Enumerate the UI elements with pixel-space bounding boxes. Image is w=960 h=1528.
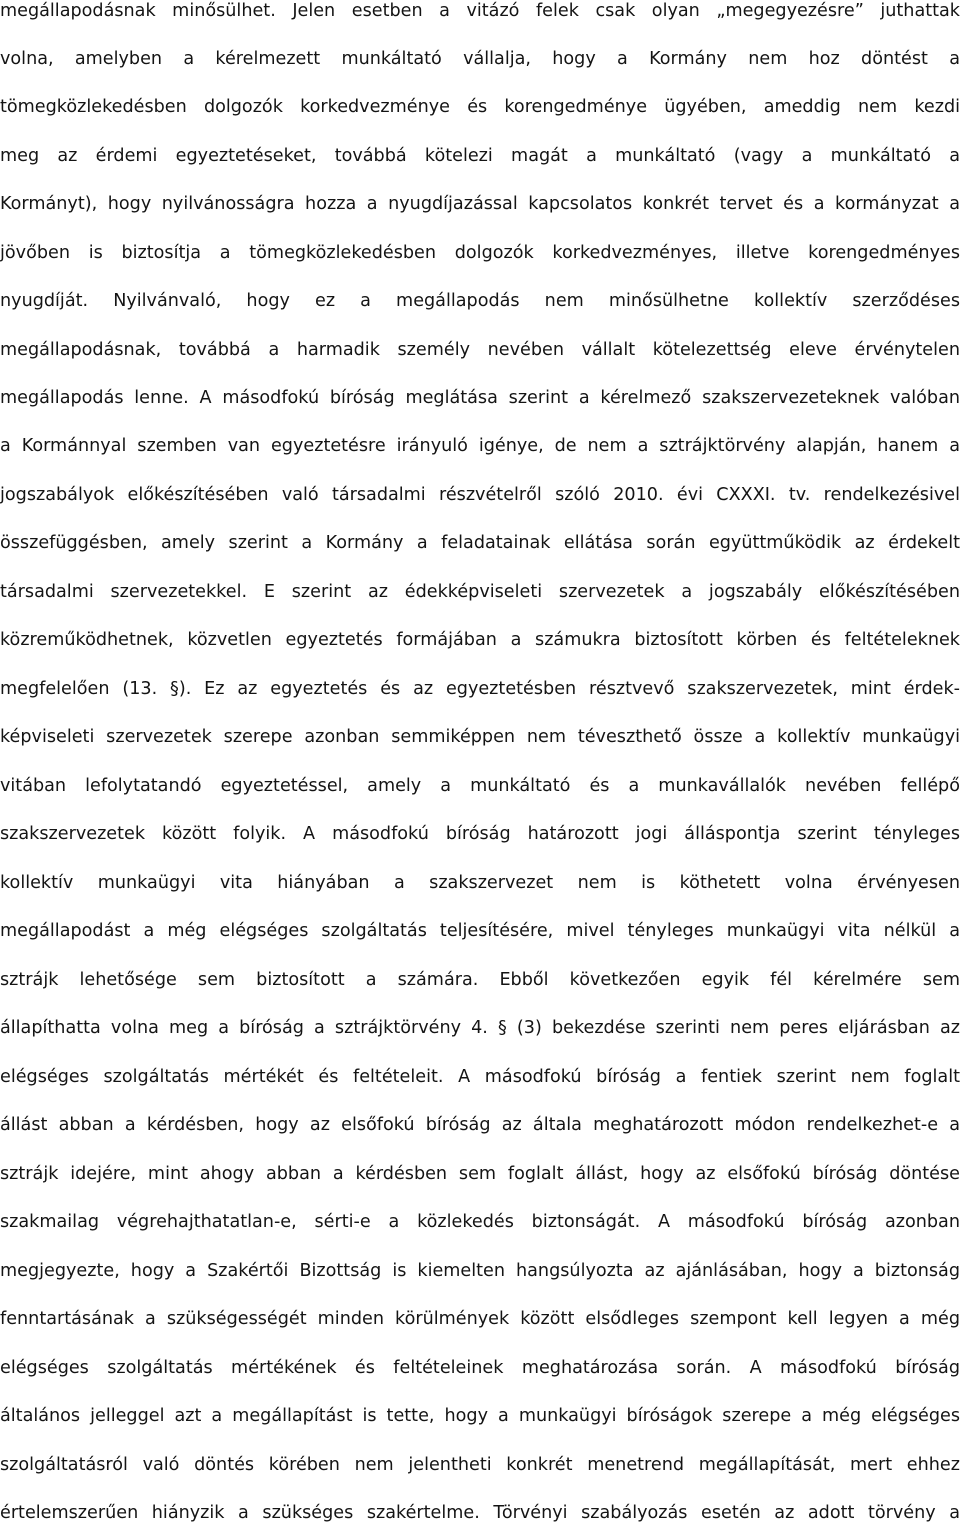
text-line: közreműködhetnek, közvetlen egyeztetés formájában a számukra biztosított körben és feltételeknek — [0, 630, 960, 650]
text-line: társadalmi szervezetekkel. E szerint az édekképviseleti szervezetek a jogszabály előkészítésében — [0, 582, 960, 602]
text-line: tömegközlekedésben dolgozók korkedvezménye és korengedménye ügyében, ameddig nem kezdi — [0, 97, 960, 117]
text-line: általános jelleggel azt a megállapítást is tette, hogy a munkaügyi bíróságok szerepe a még elégséges — [0, 1406, 960, 1426]
text-line: elégséges szolgáltatás mértékét és feltételeit. A másodfokú bíróság a fentiek szerint nem foglalt — [0, 1067, 960, 1087]
text-line: megállapodást a még elégséges szolgáltatás teljesítésére, mivel tényleges munkaügyi vita nélkül a — [0, 921, 960, 941]
text-line: állapíthatta volna meg a bíróság a sztrájktörvény 4. § (3) bekezdése szerinti nem peres eljárásban az — [0, 1018, 960, 1038]
text-line: fenntartásának a szükségességét minden körülmények között elsődleges szempont kell legyen a még — [0, 1309, 960, 1329]
text-line: Kormányt), hogy nyilvánosságra hozza a nyugdíjazással kapcsolatos konkrét tervet és a kormányzat a — [0, 194, 960, 214]
text-line: vitában lefolytatandó egyeztetéssel, amely a munkáltató és a munkavállalók nevében fellépő — [0, 776, 960, 796]
text-line: jogszabályok előkészítésében való társadalmi részvételről szóló 2010. évi CXXXI. tv. rendelkezésivel — [0, 485, 960, 505]
text-line: megállapodásnak, továbbá a harmadik személy nevében vállalt kötelezettség eleve érvénytelen — [0, 340, 960, 360]
text-line: volna, amelyben a kérelmezett munkáltató vállalja, hogy a Kormány nem hoz döntést a — [0, 49, 960, 69]
text-line: szolgáltatásról való döntés körében nem jelentheti konkrét menetrend megállapítását, mert ehhez — [0, 1455, 960, 1475]
text-line: meg az érdemi egyeztetéseket, továbbá kötelezi magát a munkáltató (vagy a munkáltató a — [0, 146, 960, 166]
text-line: sztrájk lehetősége sem biztosított a számára. Ebből következően egyik fél kérelmére sem — [0, 970, 960, 990]
text-line: értelemszerűen hiányzik a szükséges szakértelme. Törvényi szabályozás esetén az adott törvény a — [0, 1503, 960, 1523]
text-line: megállapodás lenne. A másodfokú bíróság meglátása szerint a kérelmező szakszervezeteknek valóban — [0, 388, 960, 408]
text-line: kollektív munkaügyi vita hiányában a szakszervezet nem is köthetett volna érvényesen — [0, 873, 960, 893]
text-line: megfelelően (13. §). Ez az egyeztetés és az egyeztetésben résztvevő szakszervezetek, mint érdek- — [0, 679, 960, 699]
text-line: szakszervezetek között folyik. A másodfokú bíróság határozott jogi álláspontja szerint tényleges — [0, 824, 960, 844]
text-line: összefüggésben, amely szerint a Kormány a feladatainak ellátása során együttműködik az érdekelt — [0, 533, 960, 553]
text-line: a Kormánnyal szemben van egyeztetésre irányuló igénye, de nem a sztrájktörvény alapján, hanem a — [0, 436, 960, 456]
text-line: elégséges szolgáltatás mértékének és feltételeinek meghatározása során. A másodfokú bíróság — [0, 1358, 960, 1378]
text-line: megjegyezte, hogy a Szakértői Bizottság is kiemelten hangsúlyozta az ajánlásában, hogy a biztonság — [0, 1261, 960, 1281]
text-line: megállapodásnak minősülhet. Jelen esetben a vitázó felek csak olyan „megegyezésre” juthattak — [0, 1, 960, 21]
text-line: állást abban a kérdésben, hogy az elsőfokú bíróság az általa meghatározott módon rendelkezhet-e a — [0, 1115, 960, 1135]
text-line: jövőben is biztosítja a tömegközlekedésben dolgozók korkedvezményes, illetve korengedményes — [0, 243, 960, 263]
text-line: sztrájk idejére, mint ahogy abban a kérdésben sem foglalt állást, hogy az elsőfokú bíróság döntése — [0, 1164, 960, 1184]
text-line: szakmailag végrehajthatatlan-e, sérti-e a közlekedés biztonságát. A másodfokú bíróság azonban — [0, 1212, 960, 1232]
text-line: nyugdíját. Nyilvánvaló, hogy ez a megállapodás nem minősülhetne kollektív szerződéses — [0, 291, 960, 311]
text-line: képviseleti szervezetek szerepe azonban semmiképpen nem téveszthető össze a kollektív munkaügyi — [0, 727, 960, 747]
